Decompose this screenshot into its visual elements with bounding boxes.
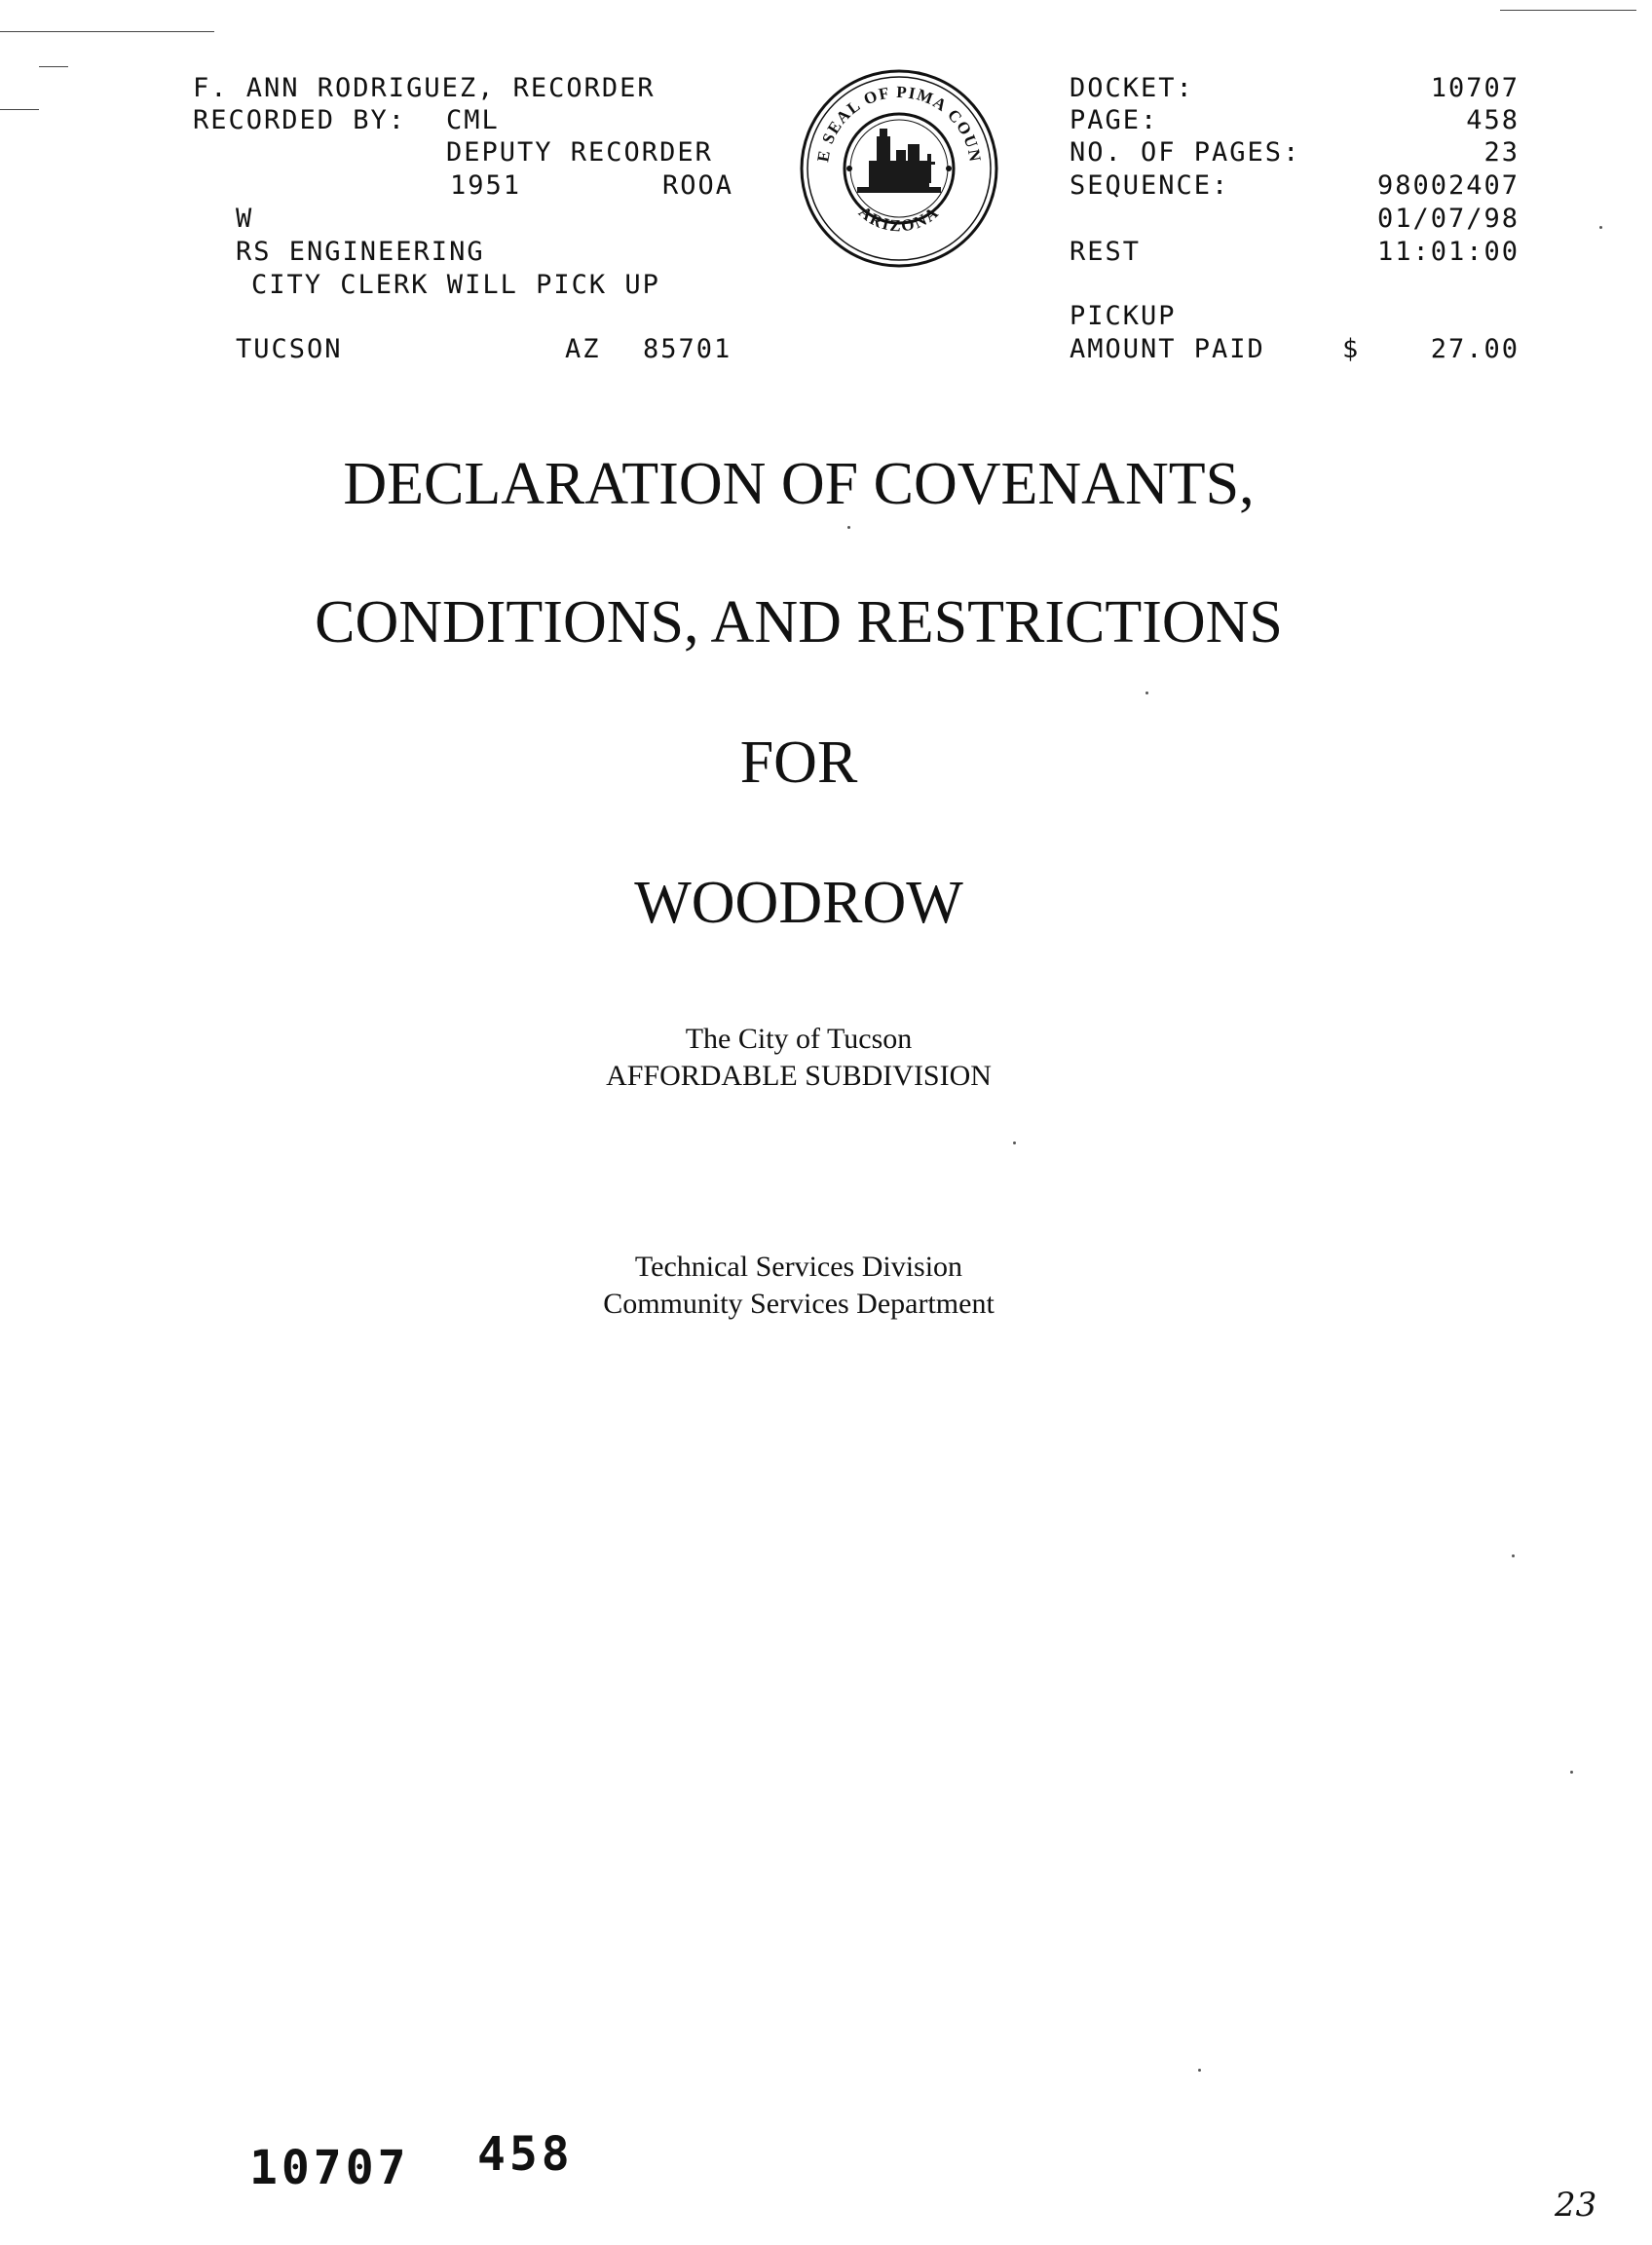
county-seal [799, 68, 999, 269]
scan-speck [1599, 226, 1602, 229]
scan-speck [847, 526, 850, 529]
mission-building-icon [857, 129, 941, 193]
department-name: Community Services Department [603, 1288, 995, 1320]
recorder-state: AZ [565, 334, 601, 364]
recorded-by-label: RECORDED BY: [193, 105, 407, 135]
sequence-label: SEQUENCE: [1070, 170, 1230, 201]
sequence-value: 98002407 [1376, 170, 1520, 201]
recorder-city: TUCSON [236, 334, 343, 364]
title-line-1: DECLARATION OF COVENANTS, [343, 451, 1255, 517]
department-division: Technical Services Division [634, 1251, 963, 1283]
scan-speck [1570, 1771, 1573, 1774]
recording-date: 01/07/98 [1376, 204, 1520, 234]
recorder-w: W [236, 204, 254, 234]
docket-value: 10707 [1430, 73, 1520, 103]
page-value: 458 [1466, 105, 1520, 135]
recorded-by-value: CML [446, 105, 500, 135]
footer-docket-number: 10707 [249, 2141, 410, 2195]
docket-label: DOCKET: [1070, 73, 1194, 103]
pages-label: NO. OF PAGES: [1070, 137, 1301, 168]
subtitle-city: The City of Tucson [685, 1023, 913, 1055]
scan-speck [1145, 692, 1148, 694]
recorder-code-2: ROOA [662, 170, 734, 201]
deputy-recorder: DEPUTY RECORDER [446, 137, 713, 168]
scan-rule-left-small [39, 66, 68, 67]
recorder-name: F. ANN RODRIGUEZ, RECORDER [193, 73, 656, 103]
currency-symbol: $ [1342, 334, 1361, 364]
scan-speck [1013, 1141, 1016, 1144]
seal-graphic [799, 68, 999, 269]
pages-value: 23 [1483, 137, 1520, 168]
footer-page-number: 458 [477, 2127, 574, 2182]
scan-speck [1198, 2069, 1201, 2072]
scan-rule-left [0, 109, 39, 110]
svg-text:ARIZONA [855, 203, 943, 236]
recording-time: 11:01:00 [1376, 237, 1520, 267]
footer-page-count: 23 [1555, 2186, 1597, 2225]
scan-rule-top-right [1500, 10, 1636, 11]
recorder-code-1: 1951 [450, 170, 522, 201]
amount-paid-value: 27.00 [1430, 334, 1520, 364]
title-line-2: CONDITIONS, AND RESTRICTIONS [315, 589, 1283, 655]
seal-text-bottom: ARIZONA [854, 202, 944, 236]
seal-text-top: E SEAL OF PIMA COUN [813, 82, 985, 165]
pickup-label: PICKUP [1070, 301, 1177, 331]
title-line-3: FOR [739, 730, 858, 796]
title-line-4: WOODROW [634, 870, 963, 936]
recorder-firm: RS ENGINEERING [236, 237, 485, 267]
amount-paid-label: AMOUNT PAID [1070, 334, 1265, 364]
svg-text:THE SEAL OF PIMA COUNTY [799, 68, 985, 165]
scan-speck [1512, 1554, 1515, 1557]
recorder-note: CITY CLERK WILL PICK UP [251, 270, 660, 300]
rest-label: REST [1070, 237, 1142, 267]
page-label: PAGE: [1070, 105, 1159, 135]
scan-rule-top-left [0, 31, 214, 32]
recorder-zip: 85701 [643, 334, 732, 364]
subtitle-affordable: AFFORDABLE SUBDIVISION [606, 1060, 992, 1092]
